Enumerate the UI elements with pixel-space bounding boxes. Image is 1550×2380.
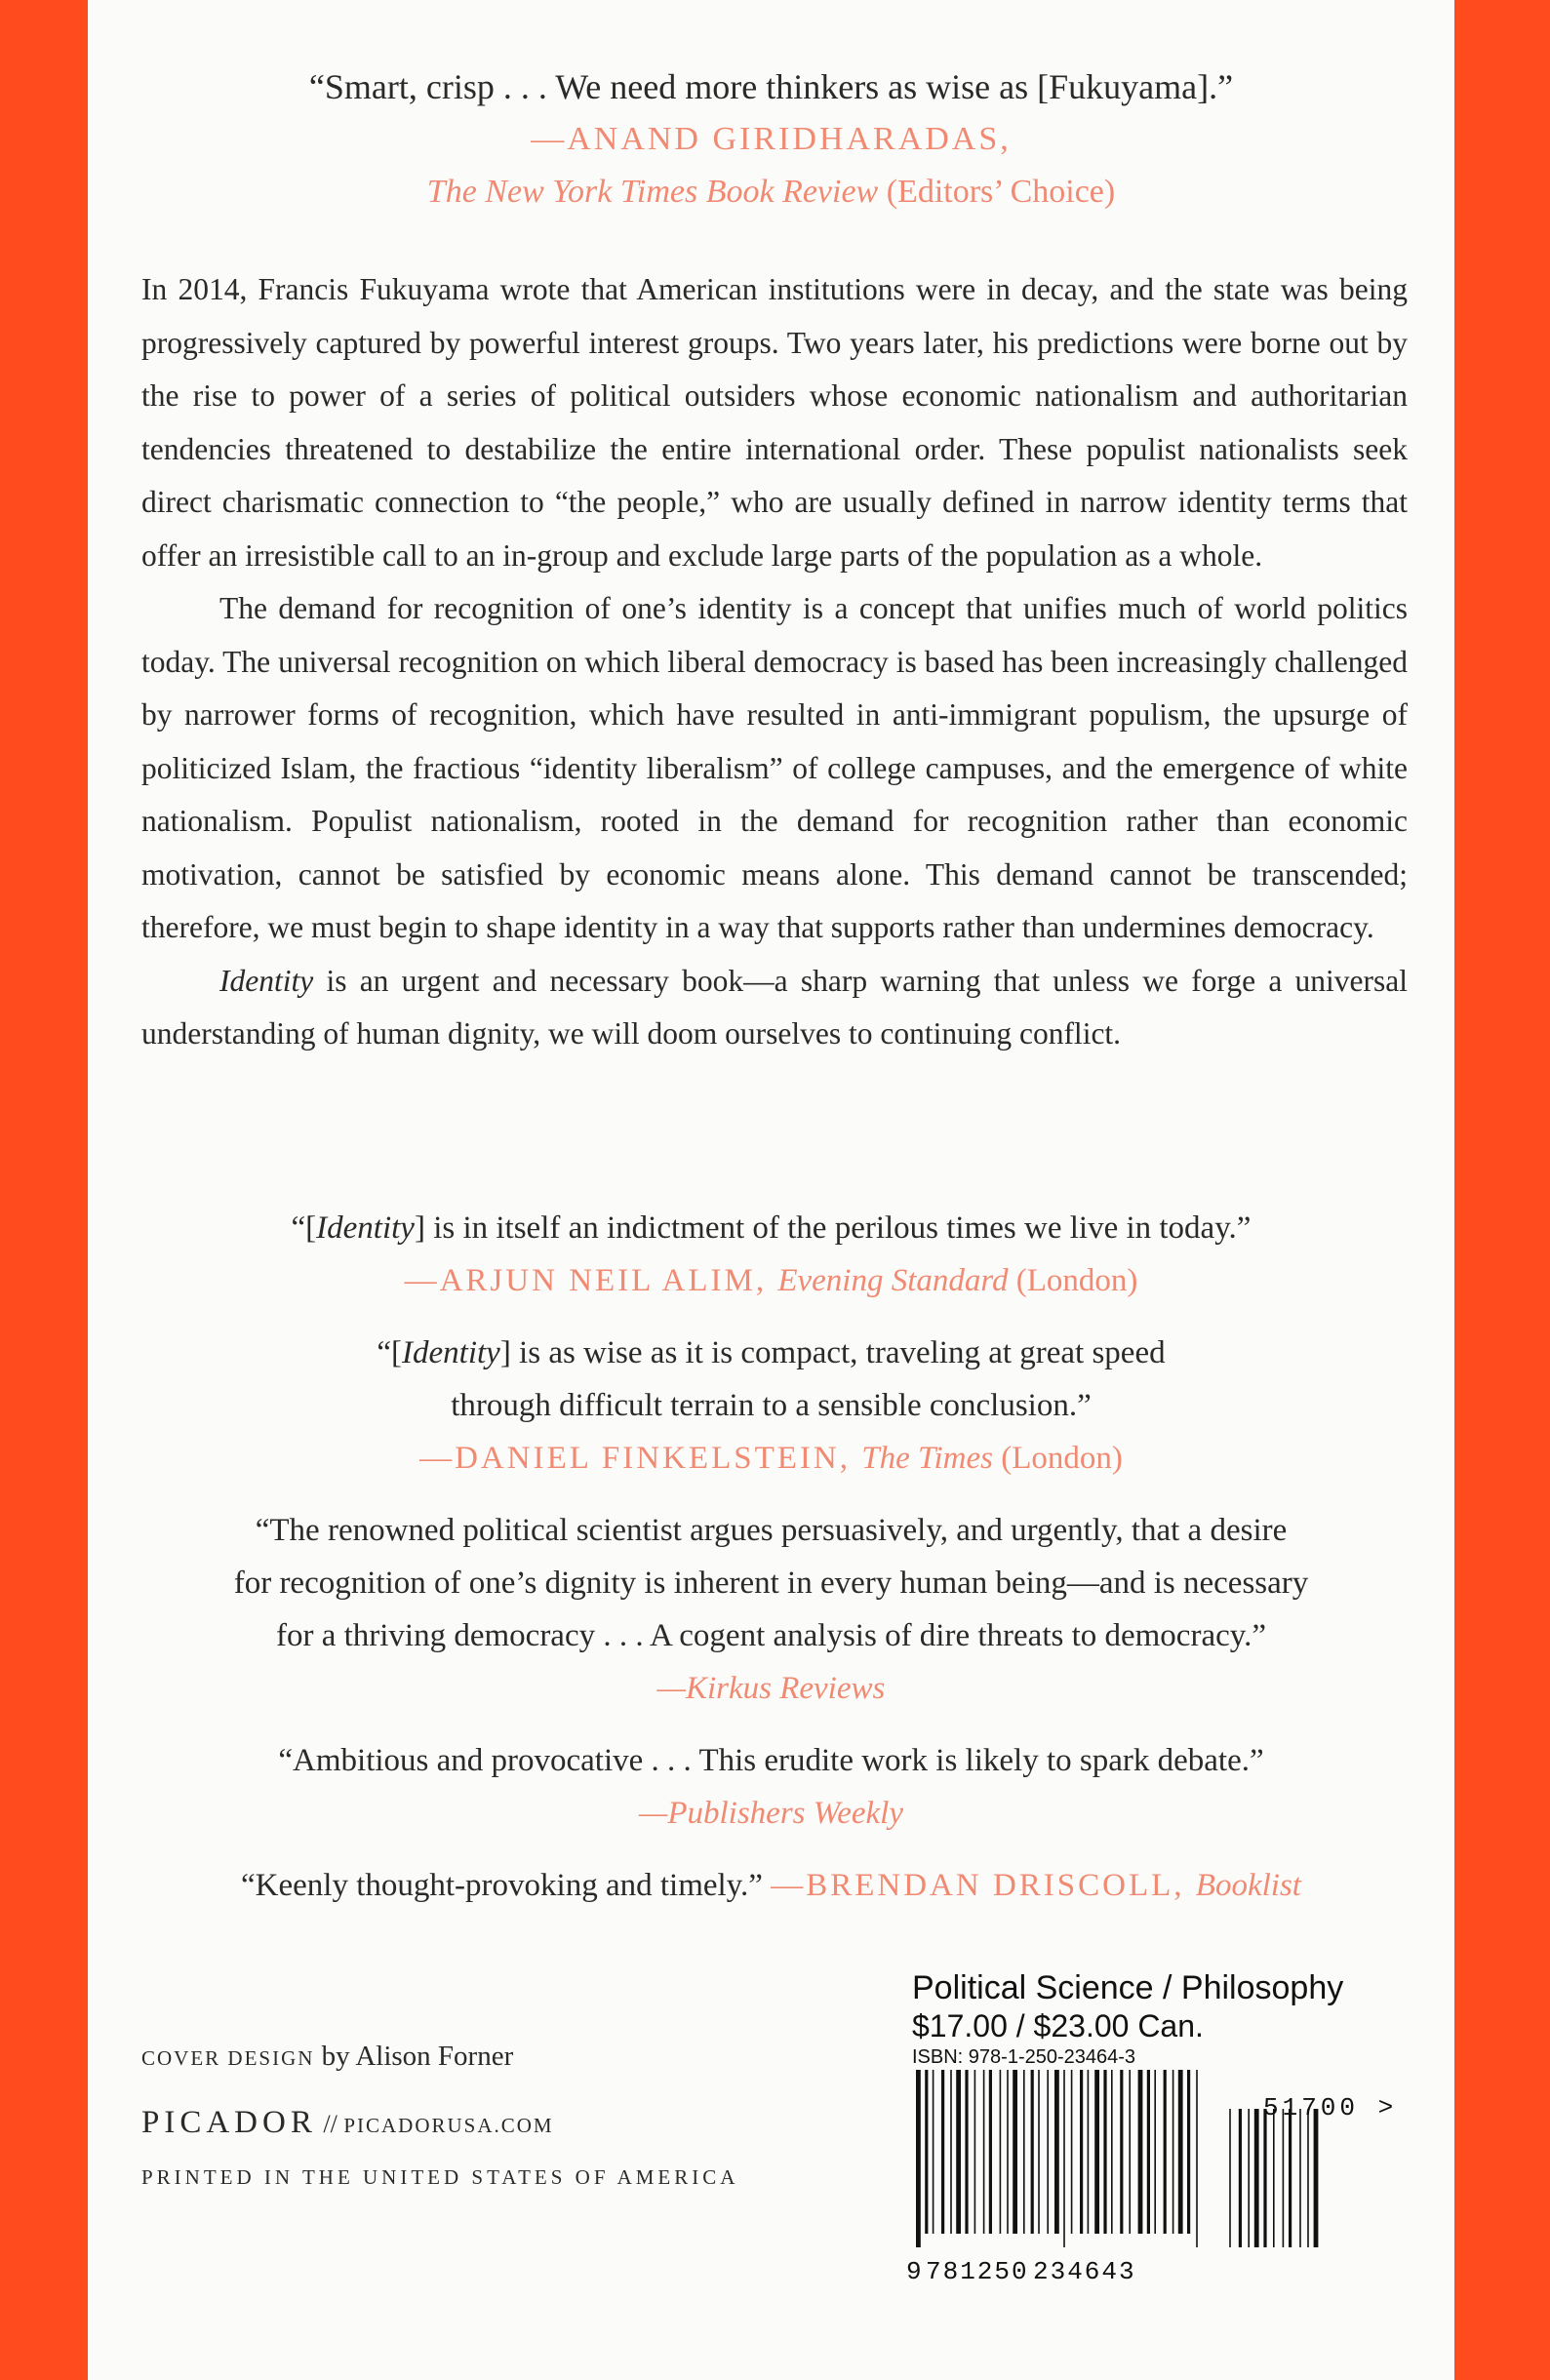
top-quote-note: (Editors’ Choice): [886, 174, 1116, 210]
barcode-bar: [916, 2070, 921, 2247]
quote-text-line-2: for recognition of one’s dignity is inherent in every human being—and is necessary: [233, 1566, 1309, 1601]
quote-attribution: —DANIEL FINKELSTEIN, The Times (London): [419, 1441, 1123, 1476]
publisher-website: PICADORUSA.COM: [343, 2114, 554, 2137]
top-quote-attribution: —ANAND GIRIDHARADAS,: [531, 121, 1012, 157]
right-cover-edge: [1454, 0, 1550, 2380]
addon-bar: [1263, 2109, 1266, 2247]
barcode-digit-first: 9: [906, 2257, 922, 2286]
barcode-bar: [956, 2070, 961, 2234]
barcode-bar: [1088, 2070, 1090, 2234]
quote-text-line-2: through difficult terrain to a sensible conclusion.”: [451, 1388, 1092, 1423]
quote-text: “Keenly thought-provoking and timely.”: [241, 1868, 772, 1903]
top-quote-publication: The New York Times Book Review: [426, 174, 879, 210]
quote-text: “[Identity] is as wise as it is compact, traveling at great speed: [377, 1335, 1166, 1370]
barcode-bar: [1007, 2070, 1009, 2234]
addon-bar: [1254, 2109, 1259, 2247]
addon-bar: [1283, 2109, 1285, 2247]
barcode-bar: [1172, 2070, 1174, 2234]
quote-attribution: —BRENDAN DRISCOLL,: [771, 1868, 1196, 1903]
quote-publication: Booklist: [1195, 1868, 1301, 1903]
barcode-bar: [1187, 2070, 1190, 2234]
barcode-bar: [1013, 2070, 1017, 2234]
description-title: Identity: [219, 963, 314, 998]
barcode-bar: [1129, 2070, 1131, 2234]
top-quote-text: “Smart, crisp . . . We need more thinkers as wise as [Fukuyama].”: [308, 67, 1234, 106]
addon-bar: [1239, 2109, 1242, 2247]
description-paragraph-2: The demand for recognition of one’s identity is a concept that unifies much of world politics today. The universal recognition on which liberal democracy is based has been increasingly challenged by narrower forms of recognition, which have resulted in anti-immigrant populism, the upsurge of politicized Islam, the fractious “identity liberalism” of college campuses, and the emergence of white nationalism. Populist nationalism, rooted in the demand for recognition rather than economic motivation, cannot be satisfied by economic means alone. This demand cannot be transcended; therefore, we must begin to shape identity in a way that supports rather than undermines democracy.: [141, 591, 1408, 944]
addon-bar: [1289, 2109, 1292, 2247]
barcode-bar: [1063, 2070, 1065, 2247]
barcode-bar: [1120, 2070, 1123, 2234]
barcode-bar: [933, 2070, 934, 2234]
addon-bar: [1273, 2109, 1275, 2247]
addon-bar: [1307, 2109, 1309, 2247]
addon-bar: [1248, 2109, 1250, 2247]
barcode-bar: [983, 2070, 985, 2234]
cover-design-label: COVER DESIGN: [141, 2046, 315, 2070]
publisher-name: PICADOR: [141, 2105, 317, 2140]
barcode-bar: [1054, 2070, 1059, 2234]
barcode-price-code: 51700 >: [1263, 2093, 1398, 2122]
quote-text: “[Identity] is in itself an indictment of the perilous times we live in today.”: [291, 1210, 1252, 1246]
barcode-bar: [1071, 2070, 1073, 2234]
barcode-bar: [1178, 2070, 1183, 2234]
back-cover: [88, 0, 1454, 2380]
book-category: Political Science / Philosophy: [912, 1969, 1344, 2006]
barcode-bar: [941, 2070, 944, 2234]
barcode-bar: [1038, 2070, 1040, 2234]
publisher-separator: //: [316, 2110, 344, 2138]
quote-attribution: —ARJUN NEIL ALIM, Evening Standard (London): [404, 1263, 1138, 1298]
barcode-bar: [1138, 2070, 1143, 2234]
isbn-text: ISBN: 978-1-250-23464-3: [912, 2046, 1136, 2068]
cover-design-credit: [141, 2041, 513, 2073]
quote-the-times: [88, 1327, 1454, 1485]
barcode-bar: [1080, 2070, 1083, 2234]
quote-evening-standard: [88, 1202, 1454, 1307]
barcode-bar: [1164, 2070, 1167, 2234]
quote-attribution: —Publishers Weekly: [639, 1796, 903, 1831]
barcode-digits-group-2: 234643: [1033, 2257, 1136, 2286]
addon-bar: [1299, 2109, 1301, 2247]
barcode-bar: [1031, 2070, 1034, 2234]
quote-booklist: [88, 1859, 1454, 1912]
left-cover-edge: [0, 0, 88, 2380]
quote-kirkus: [88, 1504, 1454, 1715]
book-description: [141, 263, 1408, 1061]
quote-publishers-weekly: [88, 1734, 1454, 1840]
barcode-block: [906, 1968, 1419, 2286]
quote-text: “The renowned political scientist argues persuasively, and urgently, that a desire: [255, 1513, 1288, 1548]
addon-bar: [1229, 2109, 1231, 2247]
addon-bar: [1314, 2109, 1319, 2247]
cover-design-name: by Alison Forner: [314, 2041, 514, 2072]
barcode-bar: [1000, 2070, 1002, 2234]
barcode-bar: [1047, 2070, 1049, 2234]
barcode-bar: [965, 2070, 968, 2234]
barcode-digits: [906, 2257, 1419, 2286]
book-price: $17.00 / $23.00 Can.: [912, 2008, 1204, 2043]
quote-attribution: —Kirkus Reviews: [656, 1671, 886, 1706]
barcode-bar: [989, 2070, 992, 2234]
barcode-bar: [950, 2070, 952, 2234]
barcode-bar: [974, 2070, 976, 2234]
quote-text-line-3: for a thriving democracy . . . A cogent analysis of dire threats to democracy.”: [275, 1618, 1266, 1653]
description-paragraph-3-text: is an urgent and necessary book—a sharp warning that unless we forge a universal understanding of human dignity, we will doom ourselves to continuing conflict.: [141, 963, 1408, 1051]
barcode-bar: [1196, 2070, 1198, 2247]
top-quote-source: [88, 166, 1454, 218]
description-paragraph-1: In 2014, Francis Fukuyama wrote that American institutions were in decay, and the state was being progressively captured by powerful interest groups. Two years later, his predictions were borne out by the rise to power of a series of political outsiders whose economic nationalism and authoritarian tendencies threatened to destabilize the entire international order. These populist nationalists seek direct charismatic connection to “the people,” who are usually defined in narrow identity terms that offer an irresistible call to an in-group and exclude large parts of the population as a whole.: [141, 272, 1408, 573]
barcode-digits-group-1: 781250: [926, 2257, 1029, 2286]
quote-text: “Ambitious and provocative . . . This erudite work is likely to spark debate.”: [278, 1743, 1264, 1778]
barcode-bar: [1103, 2070, 1106, 2234]
top-quote: [88, 60, 1454, 218]
barcode-bar: [1154, 2070, 1156, 2234]
barcode-bar: [1023, 2070, 1025, 2234]
printed-in: PRINTED IN THE UNITED STATES OF AMERICA: [141, 2165, 739, 2189]
publisher-line: [141, 2105, 554, 2141]
barcode-bar: [1147, 2070, 1150, 2234]
barcode-bar: [1111, 2070, 1113, 2234]
description-paragraph-3: [141, 955, 1408, 1061]
barcode-bar: [925, 2070, 928, 2234]
barcode-bar: [1094, 2070, 1099, 2234]
